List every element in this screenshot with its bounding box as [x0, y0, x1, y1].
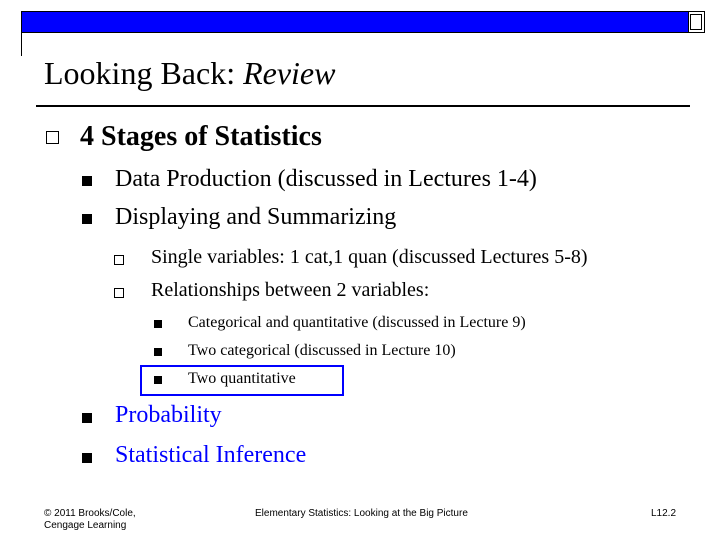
rel-categorical-quantitative: Categorical and quantitative (discussed in Lecture 9) [188, 314, 526, 331]
highlight-box [140, 365, 344, 396]
sub-relationships: Relationships between 2 variables: [151, 279, 430, 301]
filled-square-bullet-icon [154, 348, 162, 356]
copyright-line1: © 2011 Brooks/Cole, [44, 508, 136, 519]
hollow-square-bullet-icon [114, 255, 124, 265]
filled-square-bullet-icon [82, 413, 92, 423]
sub-single-variables: Single variables: 1 cat,1 quan (discussed Lectures 5-8) [151, 246, 588, 268]
footer-copyright [44, 508, 136, 532]
stage-production: Data Production (discussed in Lectures 1-4) [115, 166, 537, 192]
hollow-square-bullet-icon [46, 131, 59, 144]
corner-square-icon [690, 14, 702, 30]
hollow-square-bullet-icon [114, 288, 124, 298]
rel-two-quantitative: Two quantitative [188, 370, 296, 387]
title-main: Looking Back: [44, 55, 236, 91]
title-divider [36, 105, 690, 107]
filled-square-bullet-icon [82, 176, 92, 186]
footer-book-title: Elementary Statistics: Looking at the Big Picture [255, 508, 468, 519]
filled-square-bullet-icon [154, 320, 162, 328]
stage-displaying: Displaying and Summarizing [115, 204, 397, 230]
filled-square-bullet-icon [82, 453, 92, 463]
title-emphasis: Review [243, 55, 336, 91]
stage-inference: Statistical Inference [115, 442, 307, 468]
copyright-line2: Cengage Learning [44, 520, 127, 531]
rel-two-categorical: Two categorical (discussed in Lecture 10) [188, 342, 456, 359]
outline-heading: 4 Stages of Statistics [80, 121, 322, 152]
slide-number: L12.2 [651, 508, 677, 519]
slide-title [44, 53, 335, 93]
filled-square-bullet-icon [82, 214, 92, 224]
stage-probability: Probability [115, 402, 222, 428]
header-bar [21, 11, 705, 33]
header-left-rule [21, 33, 22, 56]
